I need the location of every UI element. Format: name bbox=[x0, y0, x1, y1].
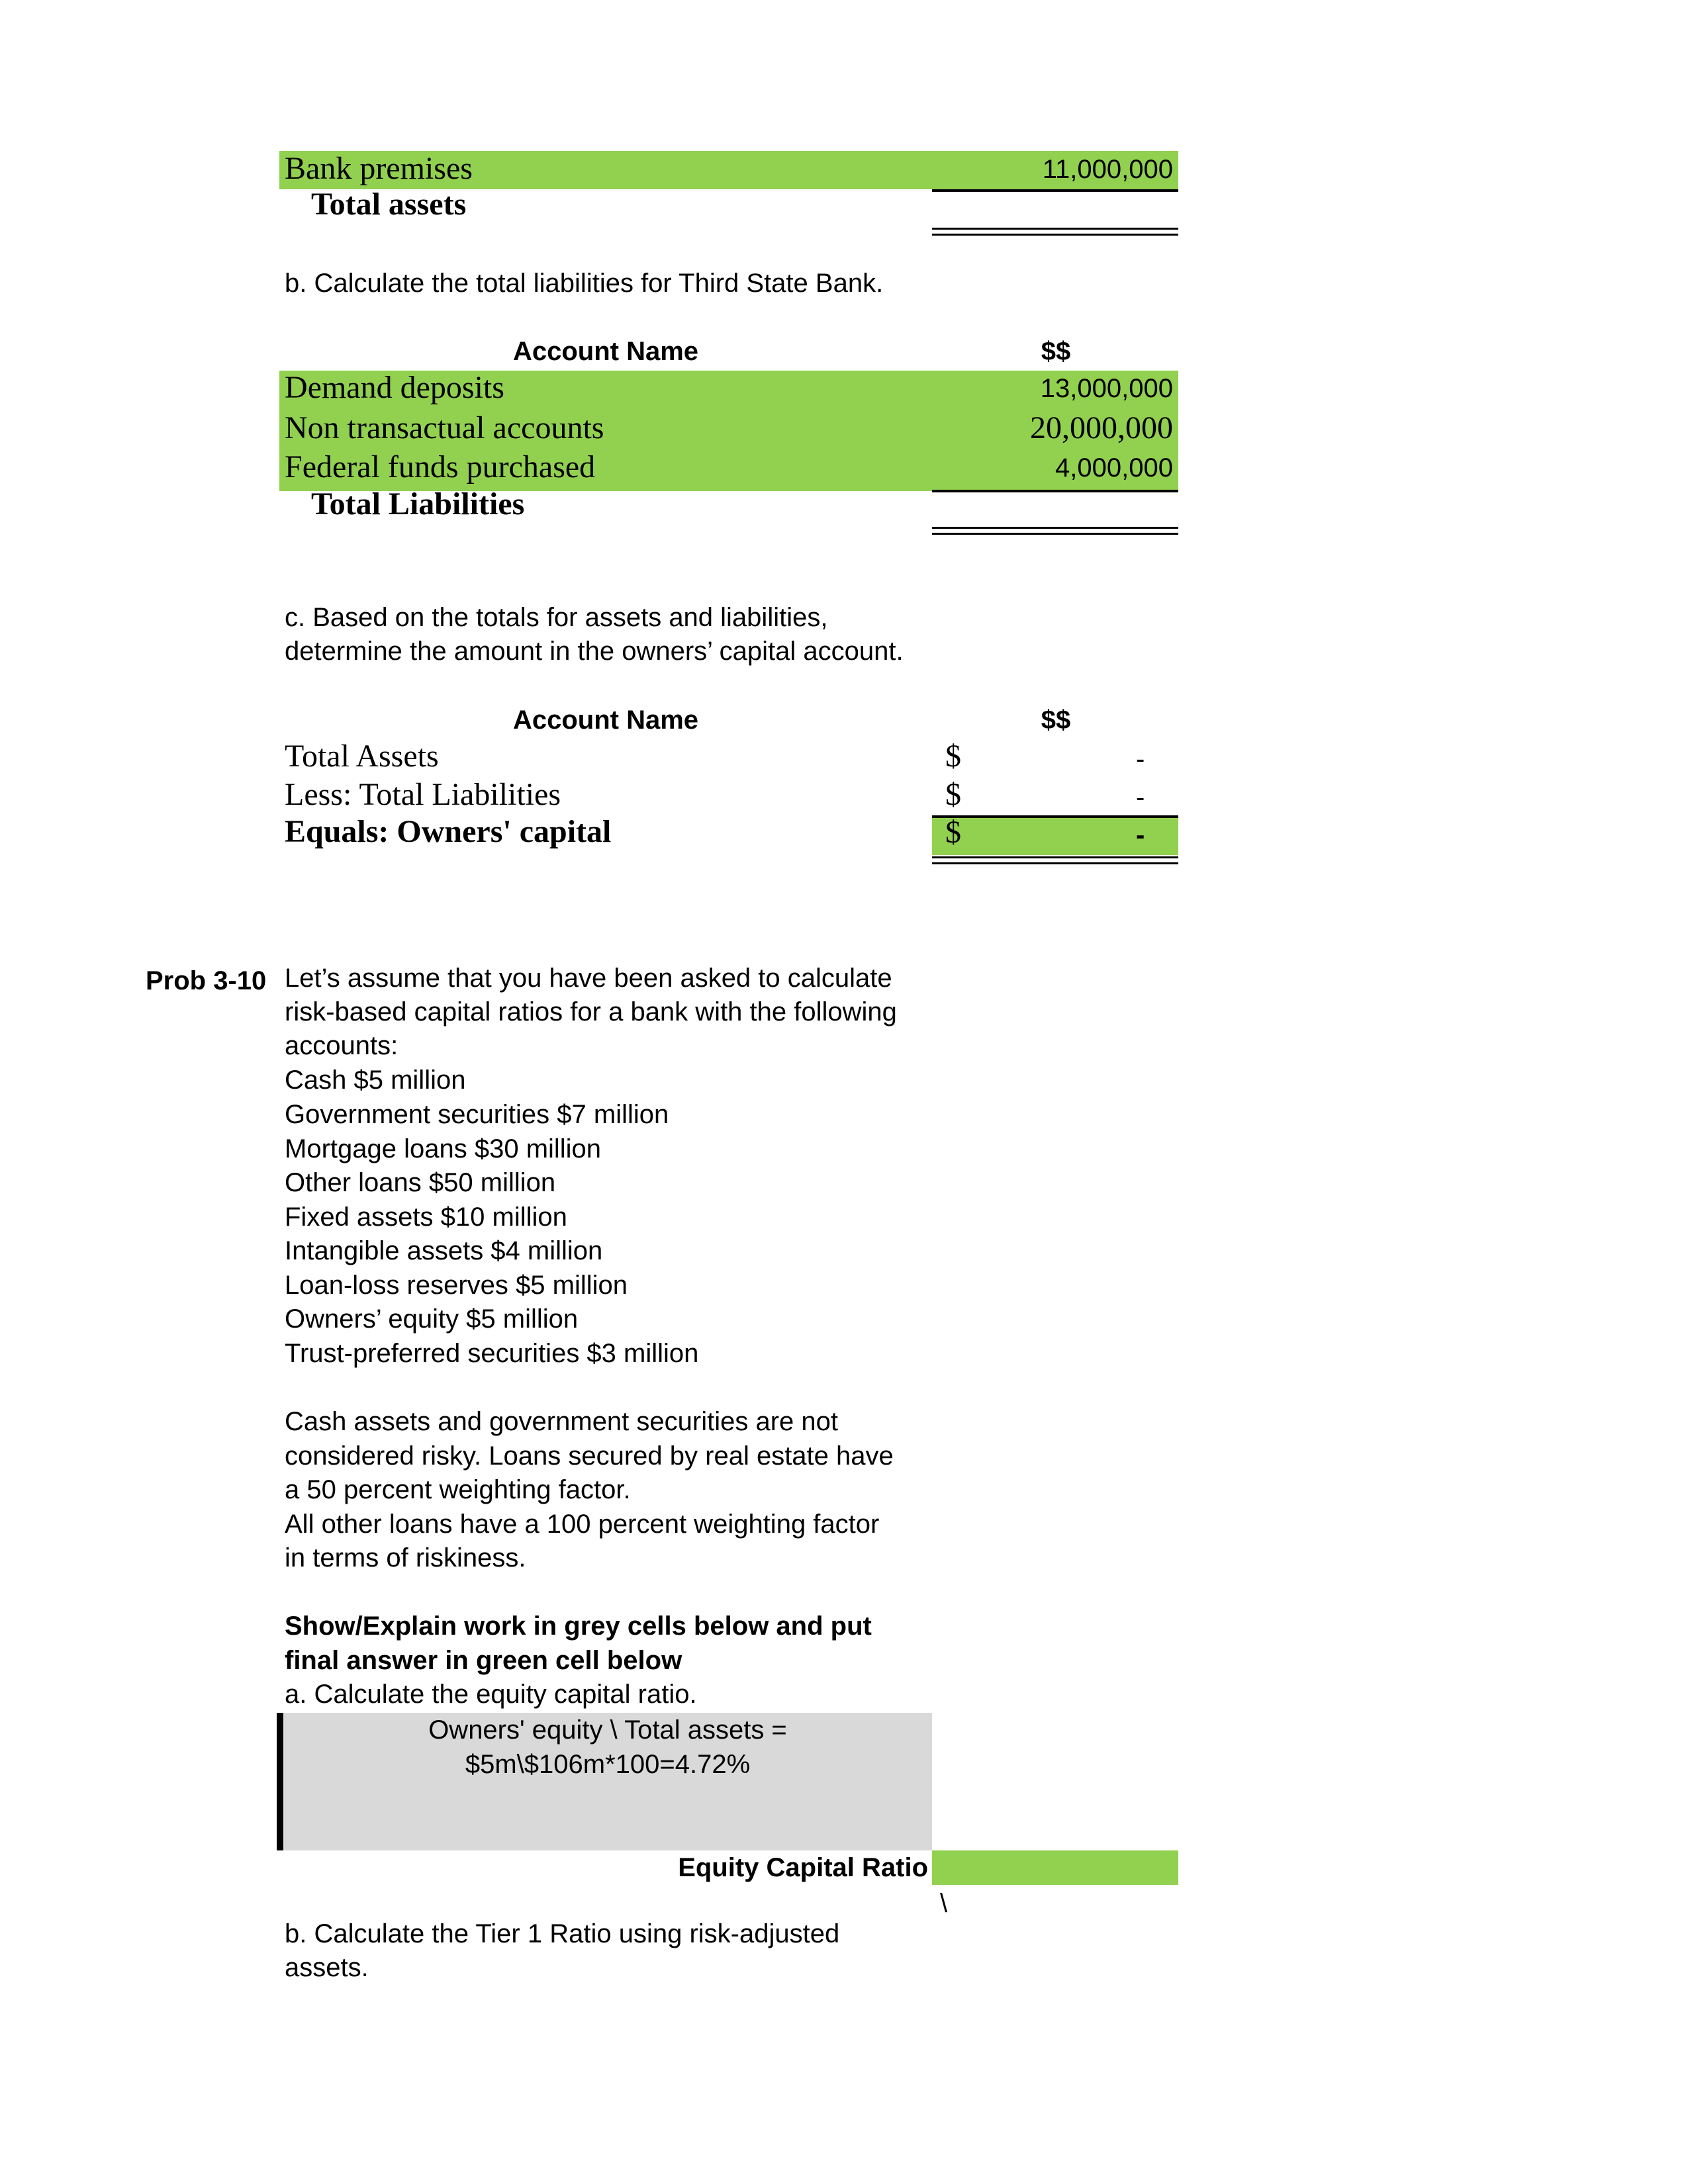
stray-backslash: \ bbox=[940, 1889, 948, 1918]
problem-number: Prob 3-10 bbox=[146, 966, 267, 995]
part-c-row-label: Total Assets bbox=[285, 739, 439, 774]
work-line2: $5m\$106m*100=4.72% bbox=[465, 1750, 751, 1779]
equity-capital-ratio-label: Equity Capital Ratio bbox=[678, 1853, 928, 1882]
part-b-row-label: Non transactual accounts bbox=[285, 410, 604, 445]
part-c-row-value[interactable]: - bbox=[1136, 783, 1145, 812]
risk-line: in terms of riskiness. bbox=[285, 1543, 526, 1572]
part-c-question-line2: determine the amount in the owners’ capital account. bbox=[285, 637, 904, 666]
total-assets-value-cell[interactable] bbox=[932, 193, 1178, 226]
total-liabilities-label: Total Liabilities bbox=[311, 486, 525, 522]
instruction-line1: Show/Explain work in grey cells below and put bbox=[285, 1612, 872, 1641]
risk-line: All other loans have a 100 percent weighting factor bbox=[285, 1510, 880, 1539]
part-c-row-currency: $ bbox=[945, 815, 961, 850]
part-b-row-value[interactable]: 20,000,000 bbox=[1030, 410, 1173, 445]
part-c-row-label: Less: Total Liabilities bbox=[285, 777, 561, 812]
part-b-row-value[interactable]: 4,000,000 bbox=[1055, 453, 1173, 482]
intro-line: accounts: bbox=[285, 1031, 399, 1060]
intro-line: Owners’ equity $5 million bbox=[285, 1304, 579, 1334]
part-c-col-account: Account Name bbox=[512, 705, 699, 735]
intro-line: Let’s assume that you have been asked to calculate bbox=[285, 964, 892, 993]
total-liabilities-value-cell[interactable] bbox=[932, 494, 1178, 524]
intro-line: risk-based capital ratios for a bank with the following bbox=[285, 997, 897, 1026]
intro-line: Other loans $50 million bbox=[285, 1168, 556, 1197]
part-b-col-amount: $$ bbox=[1041, 337, 1071, 366]
part-c-col-amount: $$ bbox=[1041, 705, 1071, 735]
work-cell-left-border bbox=[277, 1713, 283, 1850]
risk-line: Cash assets and government securities are not bbox=[285, 1407, 838, 1436]
owners-capital-double-rule-top bbox=[932, 856, 1178, 858]
part-b-row-label: Demand deposits bbox=[285, 370, 504, 405]
intro-line: Fixed assets $10 million bbox=[285, 1203, 567, 1232]
intro-line: Loan-loss reserves $5 million bbox=[285, 1271, 628, 1300]
question-a: a. Calculate the equity capital ratio. bbox=[285, 1680, 697, 1709]
total-assets-double-rule-top bbox=[932, 228, 1178, 230]
part-c-row-value[interactable]: - bbox=[1136, 745, 1145, 774]
part-c-question-line1: c. Based on the totals for assets and liabilities, bbox=[285, 603, 828, 632]
part-b-total-underline bbox=[932, 490, 1178, 492]
total-liabilities-double-rule-top bbox=[932, 527, 1178, 529]
owners-capital-double-rule-bottom bbox=[932, 862, 1178, 864]
part-b-question: b. Calculate the total liabilities for Third State Bank. bbox=[285, 269, 884, 298]
owners-capital-value[interactable]: - bbox=[1136, 821, 1145, 850]
work-line1: Owners' equity \ Total assets = bbox=[428, 1715, 787, 1745]
part-b-row-value[interactable]: 13,000,000 bbox=[1040, 374, 1173, 403]
intro-line: Cash $5 million bbox=[285, 1066, 466, 1095]
part-c-row-label: Equals: Owners' capital bbox=[285, 814, 612, 849]
risk-line: a 50 percent weighting factor. bbox=[285, 1475, 631, 1504]
total-assets-label: Total assets bbox=[311, 187, 467, 222]
question-b-line2: assets. bbox=[285, 1953, 369, 1982]
risk-line: considered risky. Loans secured by real estate have bbox=[285, 1441, 894, 1471]
total-assets-double-rule-bottom bbox=[932, 234, 1178, 236]
intro-line: Intangible assets $4 million bbox=[285, 1236, 603, 1265]
instruction-line2: final answer in green cell below bbox=[285, 1646, 682, 1675]
total-liabilities-double-rule-bottom bbox=[932, 533, 1178, 535]
question-b-line1: b. Calculate the Tier 1 Ratio using risk-adjusted bbox=[285, 1919, 840, 1948]
intro-line: Government securities $7 million bbox=[285, 1100, 669, 1129]
part-b-row-label: Federal funds purchased bbox=[285, 449, 596, 484]
part-b-col-account: Account Name bbox=[512, 337, 699, 366]
part-c-row-currency: $ bbox=[945, 777, 961, 812]
bank-premises-label: Bank premises bbox=[285, 151, 473, 186]
intro-line: Mortgage loans $30 million bbox=[285, 1134, 602, 1163]
intro-line: Trust-preferred securities $3 million bbox=[285, 1339, 699, 1368]
bank-premises-underline bbox=[932, 189, 1178, 192]
equity-capital-ratio-answer-cell[interactable] bbox=[932, 1850, 1178, 1885]
bank-premises-value[interactable]: 11,000,000 bbox=[1042, 155, 1173, 184]
part-c-row-currency: $ bbox=[945, 739, 961, 774]
